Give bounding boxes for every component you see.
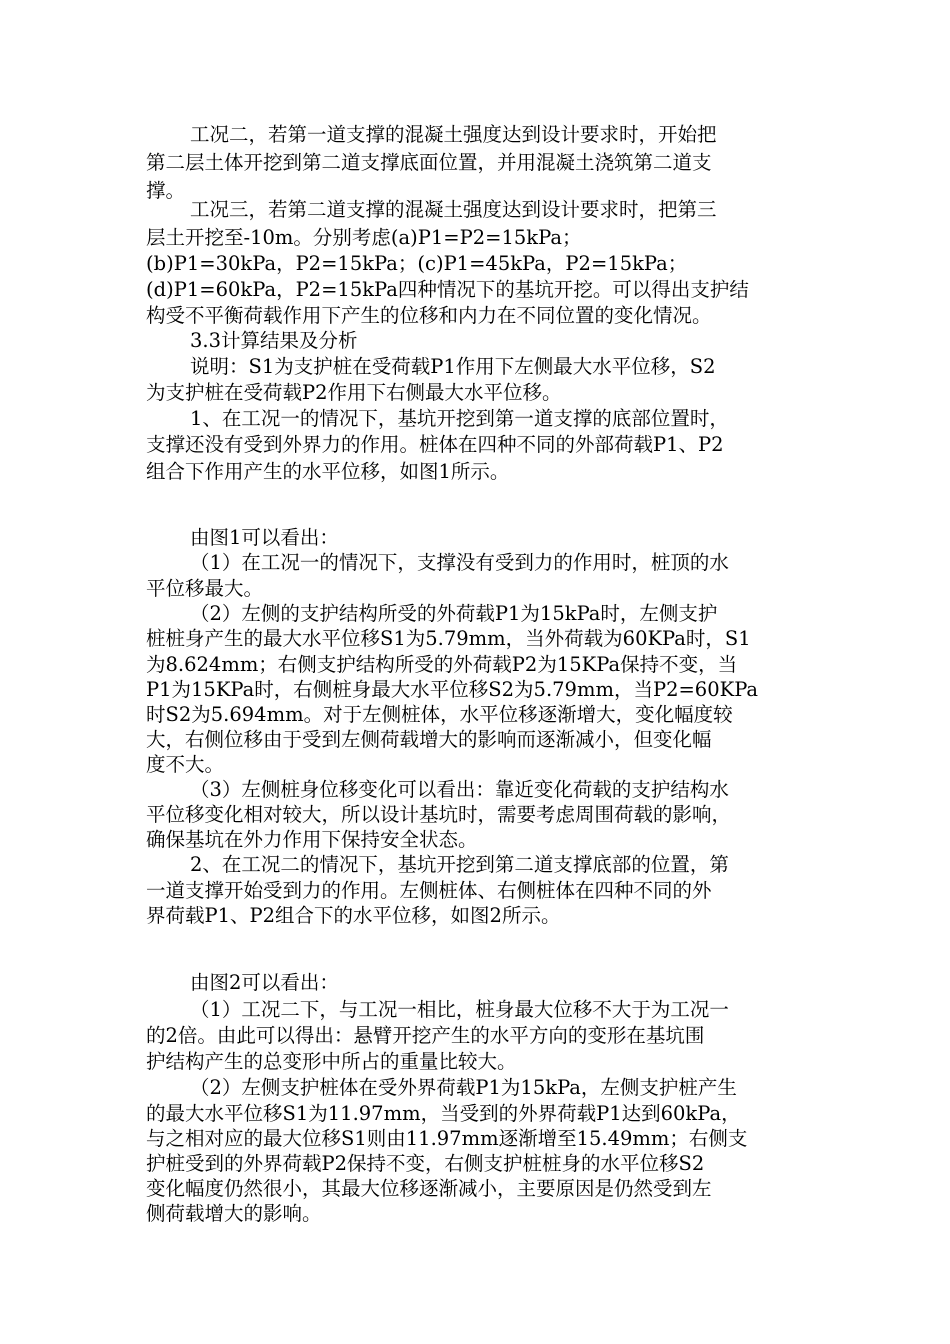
text-line: 工况二，若第一道支撑的混凝土强度达到设计要求时，开始把 [190,123,717,146]
text-line: 由图2可以看出： [190,971,339,994]
text-line: 为8.624mm；右侧支护结构所受的外荷载P2为15KPa保持不变，当 [146,653,738,676]
text-line: 由图1可以看出： [190,526,339,549]
text-line: 与之相对应的最大位移S1则由11.97mm逐渐增至15.49mm；右侧支 [146,1127,748,1150]
text-line: 2、在工况二的情况下，基坑开挖到第二道支撑底部的位置，第 [190,853,729,876]
text-line: （1）工况二下，与工况一相比，桩身最大位移不大于为工况一 [190,998,729,1021]
text-line: 一道支撑开始受到力的作用。左侧桩体、右侧桩体在四种不同的外 [146,879,712,902]
text-line: （2）左侧支护桩体在受外界荷载P1为15kPa，左侧支护桩产生 [190,1076,737,1099]
text-line: 平位移最大。 [146,577,264,600]
text-line: 护结构产生的总变形中所占的重量比较大。 [146,1050,517,1073]
text-line: 平位移变化相对较大，所以设计基坑时，需要考虑周围荷载的影响， [146,803,732,826]
text-line: 撑。 [146,179,186,202]
text-line: 大，右侧位移由于受到左侧荷载增大的影响而逐渐减小，但变化幅 [146,728,712,751]
text-line: （2）左侧的支护结构所受的外荷载P1为15kPa时，左侧支护 [190,602,718,625]
text-line: 界荷载P1、P2组合下的水平位移，如图2所示。 [146,904,561,927]
text-line: 1、在工况一的情况下，基坑开挖到第一道支撑的底部位置时， [190,407,729,430]
text-line: 组合下作用产生的水平位移，如图1所示。 [146,460,510,483]
text-line: 的2倍。由此可以得出：悬臂开挖产生的水平方向的变形在基坑围 [146,1024,705,1047]
text-line: （3）左侧桩身位移变化可以看出：靠近变化荷载的支护结构水 [190,778,729,801]
text-line: 桩桩身产生的最大水平位移S1为5.79mm，当外荷载为60KPa时，S1 [146,627,751,650]
text-line: (b)P1=30kPa，P2=15kPa；(c)P1=45kPa，P2=15kPa； [146,252,688,275]
text-line: 层土开挖至-10m。分别考虑(a)P1=P2=15kPa； [146,226,582,249]
text-line: (d)P1=60kPa，P2=15kPa四种情况下的基坑开挖。可以得出支护结 [146,278,749,301]
text-line: 护桩受到的外界荷载P2保持不变，右侧支护桩桩身的水平位移S2 [146,1152,705,1175]
text-line: 为支护桩在受荷载P2作用下右侧最大水平位移。 [146,381,562,404]
text-line: 的最大水平位移S1为11.97mm，当受到的外界荷载P1达到60kPa， [146,1102,741,1125]
text-line: 3.3计算结果及分析 [190,329,358,352]
text-line: （1）在工况一的情况下，支撑没有受到力的作用时，桩顶的水 [190,551,729,574]
text-line: P1为15KPa时，右侧桩身最大水平位移S2为5.79mm，当P2=60KPa [146,678,759,701]
text-line: 说明：S1为支护桩在受荷载P1作用下左侧最大水平位移，S2 [190,355,716,378]
text-line: 时S2为5.694mm。对于左侧桩体，水平位移逐渐增大，变化幅度较 [146,703,733,726]
text-line: 侧荷载增大的影响。 [146,1202,322,1225]
text-line: 确保基坑在外力作用下保持安全状态。 [146,828,478,851]
text-line: 工况三，若第二道支撑的混凝土强度达到设计要求时，把第三 [190,198,717,221]
text-line: 构受不平衡荷载作用下产生的位移和内力在不同位置的变化情况。 [146,304,712,327]
text-line: 变化幅度仍然很小，其最大位移逐渐减小，主要原因是仍然受到左 [146,1177,712,1200]
text-line: 第二层土体开挖到第二道支撑底面位置，并用混凝土浇筑第二道支 [146,151,712,174]
text-line: 支撑还没有受到外界力的作用。桩体在四种不同的外部荷载P1、P2 [146,433,724,456]
text-line: 度不大。 [146,753,225,776]
